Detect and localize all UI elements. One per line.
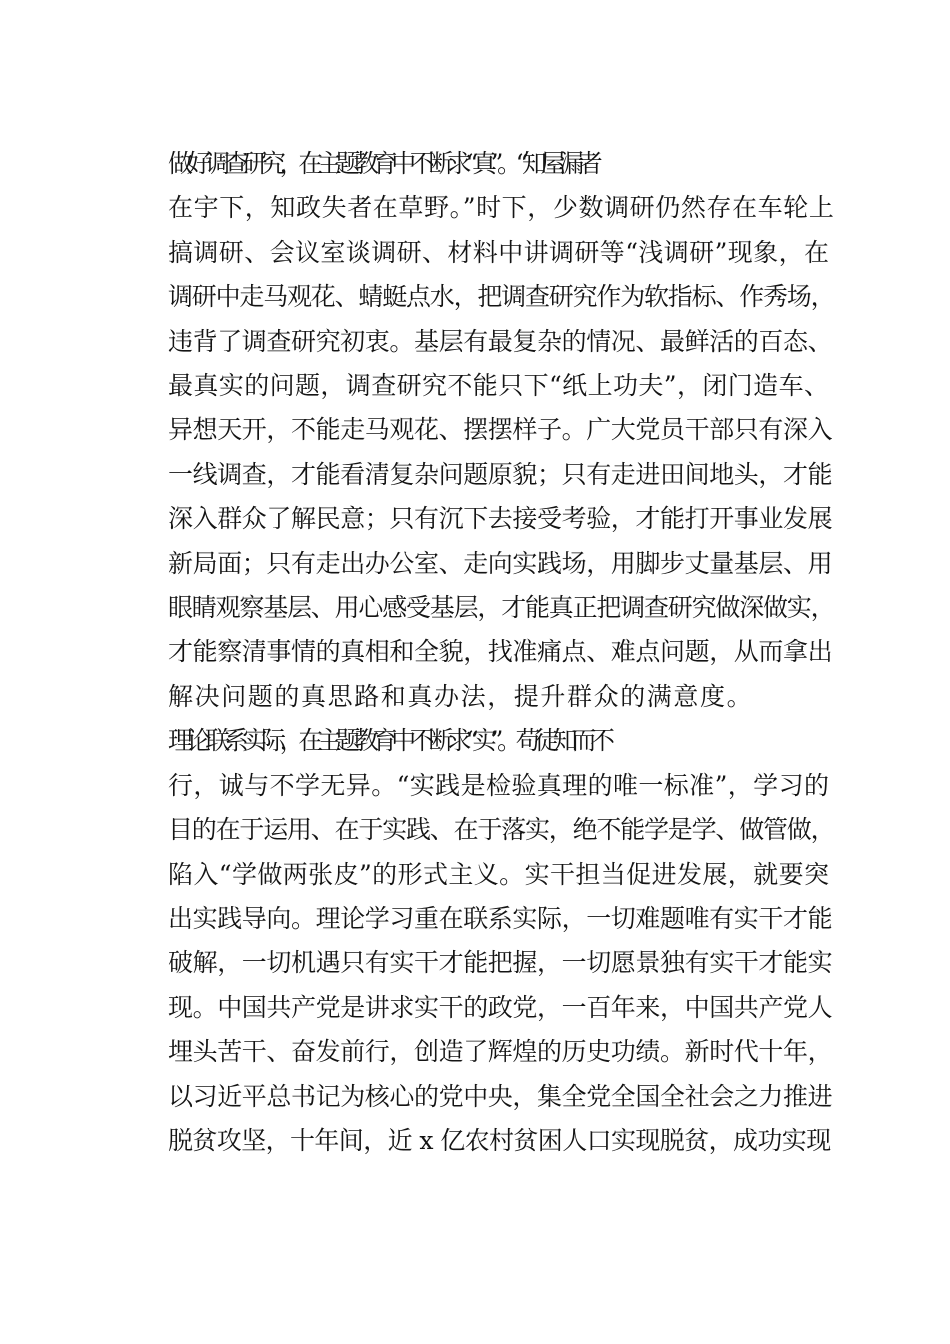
text-line: 搞调研、会议室谈调研、材料中讲调研等“浅调研”现象，在 (168, 237, 830, 267)
text-line: 违背了调查研究初衷。基层有最复杂的情况、最鲜活的百态、 (168, 326, 833, 356)
text-line: 现。中国共产党是讲求实干的政党，一百年来，中国共产党人 (168, 992, 833, 1022)
text-line: 才能察清事情的真相和全貌，找准痛点、难点问题，从而拿出 (168, 637, 833, 667)
text-line: 以习近平总书记为核心的党中央，集全党全国全社会之力推进 (168, 1081, 833, 1111)
text-line: 埋头苦干、奋发前行，创造了辉煌的历史功绩。新时代十年， (168, 1037, 833, 1067)
document-body (118, 142, 834, 1163)
text-line: 新局面；只有走出办公室、走向实践场，用脚步丈量基层、用 (168, 548, 833, 578)
text-line: 解决问题的真思路和真办法，提升群众的满意度。 (168, 681, 754, 711)
text-line: 深入群众了解民意；只有沉下去接受考验，才能打开事业发展 (168, 504, 833, 534)
text-line: 出实践导向。理论学习重在联系实际，一切难题唯有实干才能 (168, 903, 833, 933)
text-line: 理论联系实际，在主题教育中不断求“实”。苟徒知而不 (168, 726, 609, 756)
text-line: 眼睛观察基层、用心感受基层，才能真正把调查研究做深做实， (168, 593, 835, 623)
text-line: 脱贫攻坚，十年间，近 x 亿农村贫困人口实现脱贫，成功实现 (168, 1125, 831, 1155)
text-line: 一线调查，才能看清复杂问题原貌；只有走进田间地头，才能 (168, 459, 833, 489)
text-line: 最真实的问题，调查研究不能只下“纸上功夫”，闭门造车、 (168, 371, 830, 401)
text-line: 目的在于运用、在于实践、在于落实，绝不能学是学、做管做， (168, 815, 835, 845)
text-line: 调研中走马观花、蜻蜓点水，把调查研究作为软指标、作秀场， (168, 282, 835, 312)
text-line: 在宇下，知政失者在草野。”时下，少数调研仍然存在车轮上 (168, 193, 835, 223)
paragraph-investigation-research (118, 142, 834, 719)
text-line: 做好调查研究，在主题教育中不断求“真”。“知屋漏者 (168, 149, 597, 178)
text-line: 行，诚与不学无异。“实践是检验真理的唯一标准”，学习的 (168, 770, 830, 800)
text-line: 陷入“学做两张皮”的形式主义。实干担当促进发展，就要突 (168, 859, 830, 889)
text-line: 破解，一切机遇只有实干才能把握，一切愿景独有实干才能实 (168, 948, 833, 978)
text-line: 异想天开，不能走马观花、摆摆样子。广大党员干部只有深入 (168, 415, 833, 445)
paragraph-theory-practice (118, 719, 834, 1163)
